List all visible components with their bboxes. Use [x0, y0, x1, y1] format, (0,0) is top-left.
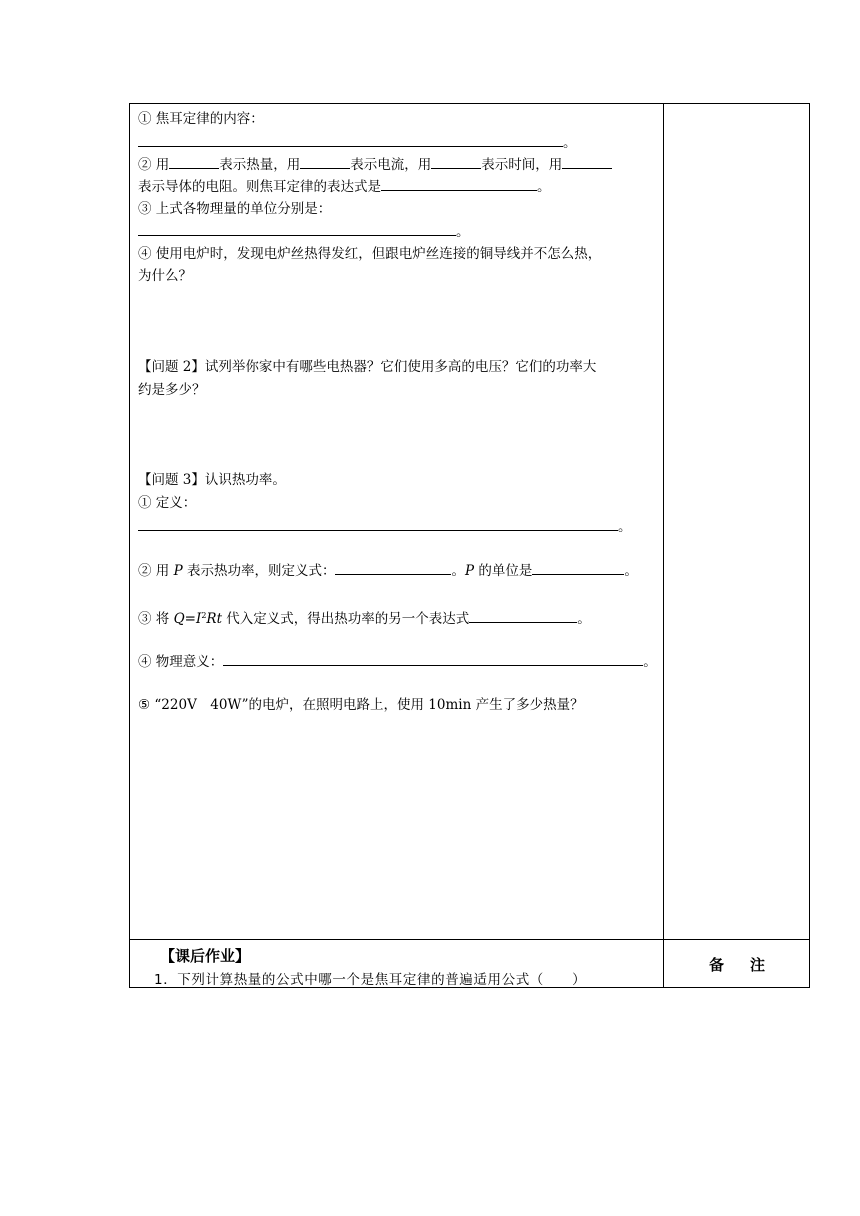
- q1-item2-line2: [138, 177, 551, 196]
- q1-item3-text: ③ 上式各物理量的单位分别是：: [138, 201, 332, 217]
- q3-item2-d: 的单位是: [474, 563, 533, 579]
- q3-item3-b: 代入定义式，得出热功率的另一个表达式: [222, 611, 470, 627]
- answer-blank[interactable]: [431, 155, 481, 169]
- answer-blank[interactable]: [223, 652, 643, 666]
- q2-line2: [138, 381, 206, 399]
- symbol-p: P: [173, 563, 183, 579]
- q3-item1-text: ① 定义：: [138, 495, 197, 511]
- q2-line1: [138, 358, 596, 376]
- q2-text-2: 约是多少？: [138, 382, 206, 398]
- answer-blank[interactable]: [381, 177, 537, 191]
- q3-title-text: 【问题 3】认识热功率。: [138, 472, 286, 488]
- q3-item1-label: [138, 494, 196, 512]
- q1-item1-text: ① 焦耳定律的内容：: [138, 111, 264, 127]
- q1-item4-line1: [138, 245, 601, 263]
- period: 。: [618, 519, 632, 535]
- q1-item4-text-1: ④ 使用电炉时，发现电炉丝热得发红，但跟电炉丝连接的铜导线并不怎么热，: [138, 246, 602, 262]
- q1-item1-answer-line: [138, 133, 577, 152]
- q1-item2-line1: [138, 155, 612, 174]
- q1-item2-a: ② 用: [138, 157, 170, 173]
- answer-blank[interactable]: [169, 155, 219, 169]
- q3-title: [138, 471, 286, 489]
- q3-item1-answer-line: [138, 517, 632, 536]
- q1-item2-e: 表示导体的电阻。则焦耳定律的表达式是: [138, 179, 381, 195]
- answer-blank[interactable]: [138, 517, 618, 531]
- q1-item2-d: 表示时间，用: [481, 157, 563, 173]
- symbol-p: P: [464, 563, 475, 579]
- q3-item2-a: ② 用: [138, 563, 174, 579]
- q3-item5-text: ⑤ “220V 40W”的电炉，在照明电路上，使用 10min 产生了多少热量？: [138, 697, 584, 713]
- q1-item4-text-2: 为什么？: [138, 268, 192, 284]
- q1-item4-line2: [138, 267, 192, 285]
- period: 。: [643, 654, 657, 670]
- formula-q: Q=I: [173, 611, 202, 627]
- answer-blank[interactable]: [532, 561, 624, 575]
- q3-item3: [138, 607, 591, 628]
- q3-item4: [138, 652, 657, 671]
- answer-blank[interactable]: [335, 561, 451, 575]
- q3-item2: [138, 561, 638, 580]
- q1-item3-label: [138, 200, 331, 218]
- q3-item3-a: ③ 将: [138, 611, 174, 627]
- homework-title: 【课后作业】: [160, 947, 251, 965]
- q3-item2-b: 表示热功率，则定义式：: [182, 563, 336, 579]
- period: 。: [456, 224, 470, 240]
- answer-blank[interactable]: [300, 155, 350, 169]
- period: 。: [563, 135, 577, 151]
- q2-text-1: 【问题 2】试列举你家中有哪些电热器？它们使用多高的电压？它们的功率大: [138, 359, 597, 375]
- homework-question-1: 1．下列计算热量的公式中哪一个是焦耳定律的普遍适用公式（ ）: [154, 972, 587, 988]
- period: 。: [451, 563, 465, 579]
- formula-exponent: 2: [201, 611, 207, 620]
- q1-item2-b: 表示热量，用: [219, 157, 301, 173]
- answer-blank[interactable]: [138, 222, 456, 236]
- q3-item4-text: ④ 物理意义：: [138, 654, 224, 670]
- answer-blank[interactable]: [469, 609, 577, 623]
- worksheet-table: [129, 103, 810, 988]
- q1-item2-c: 表示电流，用: [350, 157, 432, 173]
- remarks-header: 备注: [708, 955, 791, 974]
- formula-rt: Rt: [206, 611, 222, 627]
- column-divider: [663, 104, 664, 987]
- period: 。: [577, 611, 591, 627]
- q3-item5: [138, 696, 584, 714]
- answer-blank[interactable]: [562, 155, 612, 169]
- period: 。: [537, 179, 551, 195]
- answer-blank[interactable]: [138, 133, 563, 147]
- q1-item3-answer-line: [138, 222, 470, 241]
- period: 。: [624, 563, 638, 579]
- q1-item1-label: [138, 110, 264, 128]
